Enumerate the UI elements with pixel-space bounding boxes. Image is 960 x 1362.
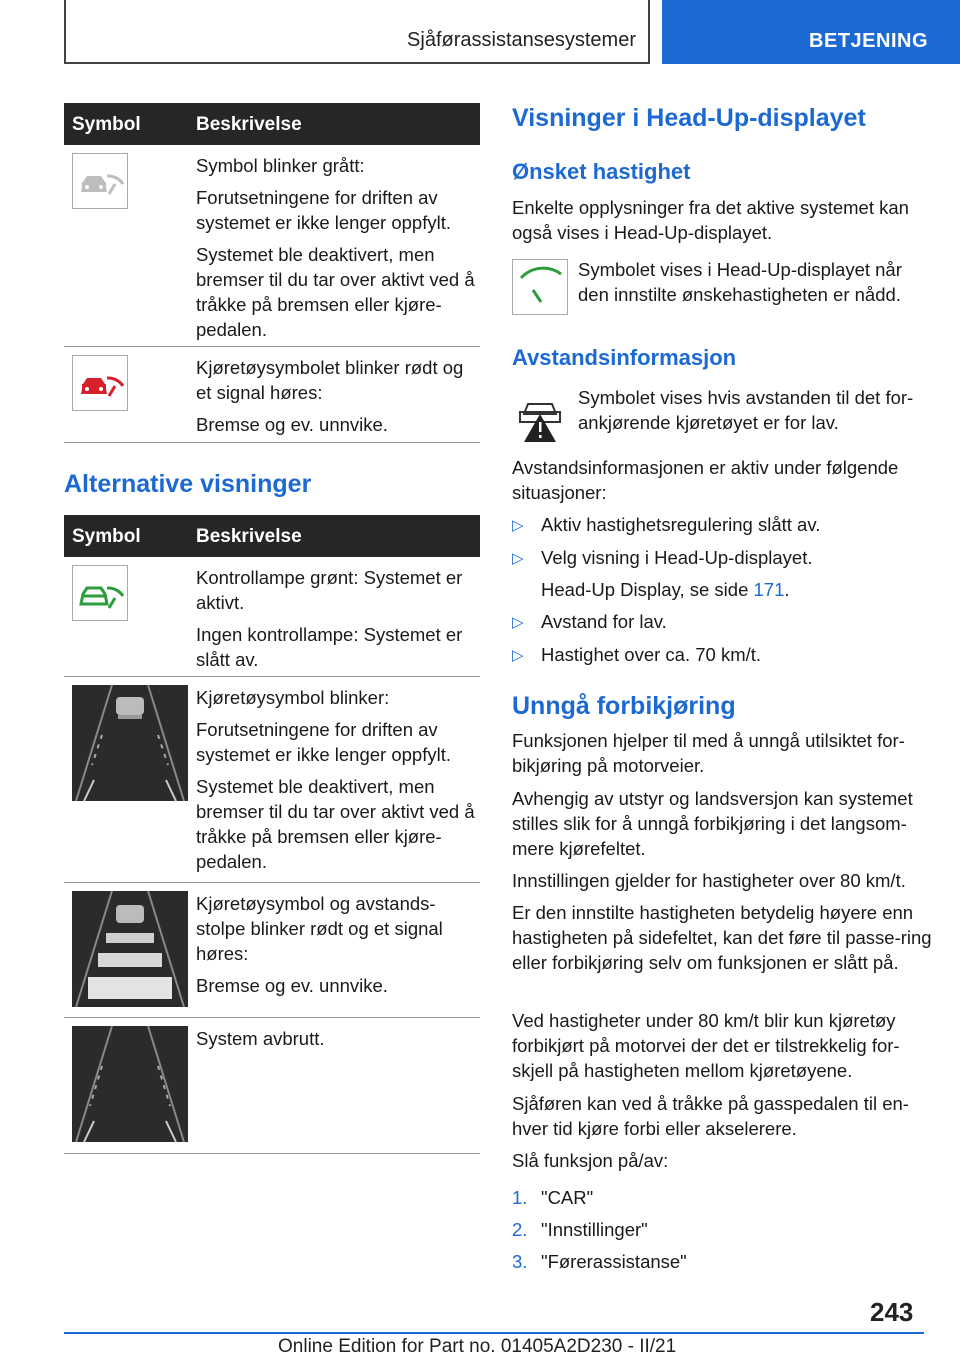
hud-heading: Visninger i Head-Up-displayet	[512, 104, 866, 132]
row-text: Forutsetningene for driften av systemet er ikke lenger oppfylt.	[196, 719, 451, 765]
table-row	[64, 1018, 480, 1154]
paragraph: Ved hastigheter under 80 km/t blir kun kjøretøy forbikjørt på motorvei der det er tilstrekkelig for-skjell på hastigheten mellom kjøretøyene.	[512, 1010, 900, 1081]
lane-car-gray-icon	[72, 685, 188, 801]
row-text: Kjøretøysymbol og avstands-stolpe blinker rødt og et signal høres:	[196, 893, 443, 964]
car-speedometer-red-icon	[72, 355, 128, 411]
table-header	[64, 515, 480, 557]
col-symbol: Symbol	[72, 114, 141, 135]
car-speedometer-green-icon	[72, 565, 128, 621]
car-speedometer-gray-icon	[72, 153, 128, 209]
speed-intro: Enkelte opplysninger fra det aktive systemet kan også vises i Head-Up-displayet.	[512, 197, 909, 243]
col-description: Beskrivelse	[196, 526, 302, 547]
table-row	[64, 347, 480, 443]
speed-heading: Ønsket hastighet	[512, 159, 691, 184]
paragraph: Funksjonen hjelper til med å unngå utilsiktet for-bikjøring på motorveier.	[512, 730, 905, 776]
col-description: Beskrivelse	[196, 114, 302, 135]
table-row	[64, 557, 480, 677]
page-link-171[interactable]: 171	[753, 579, 785, 600]
bullet-marker: ▷	[512, 550, 524, 567]
col-symbol: Symbol	[72, 526, 141, 547]
step-number: 2.	[512, 1219, 528, 1240]
row-text: Kjøretøysymbol blinker:	[196, 687, 390, 708]
table-row	[64, 145, 480, 347]
footer-divider	[64, 1332, 924, 1334]
distance-heading: Avstandsinformasjon	[512, 345, 737, 370]
lane-car-distance-bars-icon	[72, 891, 188, 1007]
page-number: 243	[870, 1297, 914, 1327]
footer-edition: Online Edition for Part no. 01405A2D230 - II/21	[278, 1336, 677, 1357]
distance-warning-icon	[512, 388, 568, 444]
row-text: Kjøretøysymbolet blinker rødt og et signal høres:	[196, 357, 464, 403]
paragraph: Slå funksjon på/av:	[512, 1150, 669, 1171]
overtake-heading: Unngå forbikjøring	[512, 692, 736, 720]
step-number: 3.	[512, 1251, 528, 1272]
lane-empty-icon	[72, 1026, 188, 1142]
paragraph: Sjåføren kan ved å tråkke på gasspedalen til en-hver tid kjøre forbi eller akselerere.	[512, 1093, 909, 1139]
header-chapter-title: BETJENING	[809, 30, 928, 52]
table-row	[64, 677, 480, 883]
hud-reference: Head-Up Display, se side 171.	[541, 579, 790, 600]
step-number: 1.	[512, 1187, 528, 1208]
header-section-box	[64, 0, 650, 64]
row-text: Forutsetningene for driften av systemet er ikke lenger oppfylt.	[196, 187, 451, 233]
speed-reached-icon	[512, 259, 568, 315]
row-text: Systemet ble deaktivert, men bremser til du tar over aktivt ved å tråkke på bremsen eller kjøre-pedalen.	[196, 244, 475, 340]
distance-symbol-text: Symbolet vises hvis avstanden til det for-ankjørende kjøretøyet er for lav.	[578, 387, 914, 433]
paragraph: Innstillingen gjelder for hastigheter over 80 km/t.	[512, 870, 906, 891]
row-text: Bremse og ev. unnvike.	[196, 975, 388, 996]
alt-heading: Alternative visninger	[64, 470, 312, 498]
symbol-table-2	[64, 515, 480, 1154]
speed-symbol-text: Symbolet vises i Head-Up-displayet når den innstilte ønskehastigheten er nådd.	[578, 259, 902, 305]
header-chapter-box	[662, 0, 960, 64]
row-text: Systemet ble deaktivert, men bremser til du tar over aktivt ved å tråkke på bremsen eller kjøre-pedalen.	[196, 776, 475, 872]
header-section-title: Sjåførassistansesystemer	[407, 29, 636, 51]
symbol-table-1	[64, 103, 480, 443]
row-text: Symbol blinker grått:	[196, 155, 365, 176]
row-text: Kontrollampe grønt: Systemet er aktivt.	[196, 567, 463, 613]
bullet-marker: ▷	[512, 647, 524, 664]
table-row	[64, 883, 480, 1018]
row-text: System avbrutt.	[196, 1028, 325, 1049]
bullet-marker: ▷	[512, 614, 524, 631]
paragraph: Avhengig av utstyr og landsversjon kan systemet stilles slik for å unngå forbikjøring i det langsom-mere kjørefeltet.	[512, 788, 913, 859]
row-text: Bremse og ev. unnvike.	[196, 414, 388, 435]
paragraph: Er den innstilte hastigheten betydelig høyere enn hastigheten på sidefeltet, kan det føre til passe-ring eller forbikjøring selv om funksjonen er slått på.	[512, 902, 932, 973]
distance-intro: Avstandsinformasjonen er aktiv under følgende situasjoner:	[512, 457, 899, 503]
table-header	[64, 103, 480, 145]
row-text: Ingen kontrollampe: Systemet er slått av.	[196, 624, 463, 670]
bullet-marker: ▷	[512, 517, 524, 534]
